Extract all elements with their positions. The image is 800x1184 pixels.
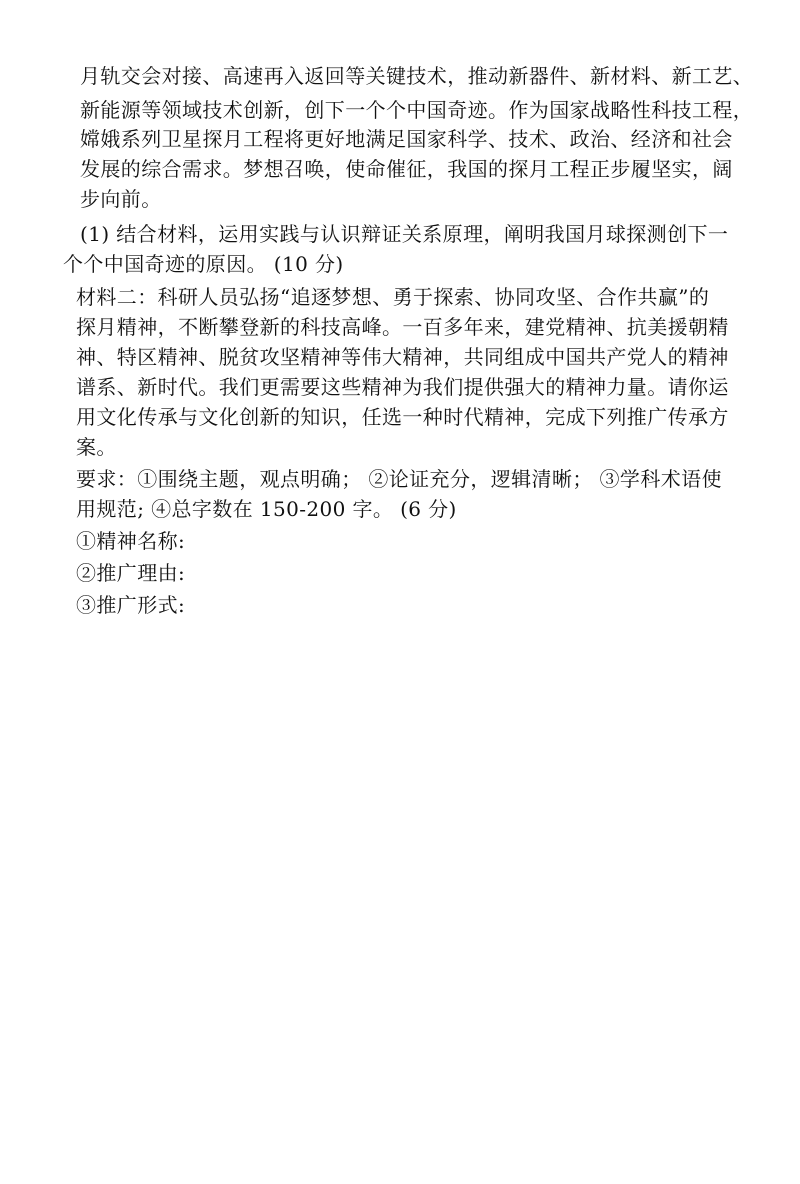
text-line: 新能源等领域技术创新，创下一个个中国奇迹。作为国家战略性科技工程， [80,98,754,122]
question-line: (1) 结合材料，运用实践与认识辩证关系原理，阐明我国月球探测创下一 [80,222,729,246]
text-line: 案。 [76,435,117,459]
requirement-line: 用规范; ④总字数在 150-200 字。 (6 分) [76,497,457,521]
requirement-line: 要求：①围绕主题，观点明确； ②论证充分，逻辑清晰； ③学科术语使 [76,467,722,491]
text-line: 发展的综合需求。梦想召唤，使命催征，我国的探月工程正步履坚实，阔 [80,157,733,181]
text-line: 月轨交会对接、高速再入返回等关键技术，推动新器件、新材料、新工艺、 [80,64,754,88]
text-line: 用文化传承与文化创新的知识，任选一种时代精神，完成下列推广传承方 [76,405,729,429]
text-line: 探月精神，不断攀登新的科技高峰。一百多年来，建党精神、抗美援朝精 [76,315,729,339]
text-line: 步向前。 [80,187,162,211]
answer-field-spirit-name: ①精神名称: [76,529,186,553]
answer-field-promotion-reason: ②推广理由: [76,561,186,585]
answer-field-promotion-form: ③推广形式: [76,593,186,617]
text-line: 嫦娥系列卫星探月工程将更好地满足国家科学、技术、政治、经济和社会 [80,127,733,151]
text-line: 神、特区精神、脱贫攻坚精神等伟大精神，共同组成中国共产党人的精神 [76,345,729,369]
question-line: 个个中国奇迹的原因。 (10 分) [63,252,344,276]
material-heading-line: 材料二：科研人员弘扬“追逐梦想、勇于探索、协同攻坚、合作共赢”的 [76,285,710,309]
text-line: 谱系、新时代。我们更需要这些精神为我们提供强大的精神力量。请你运 [76,375,729,399]
